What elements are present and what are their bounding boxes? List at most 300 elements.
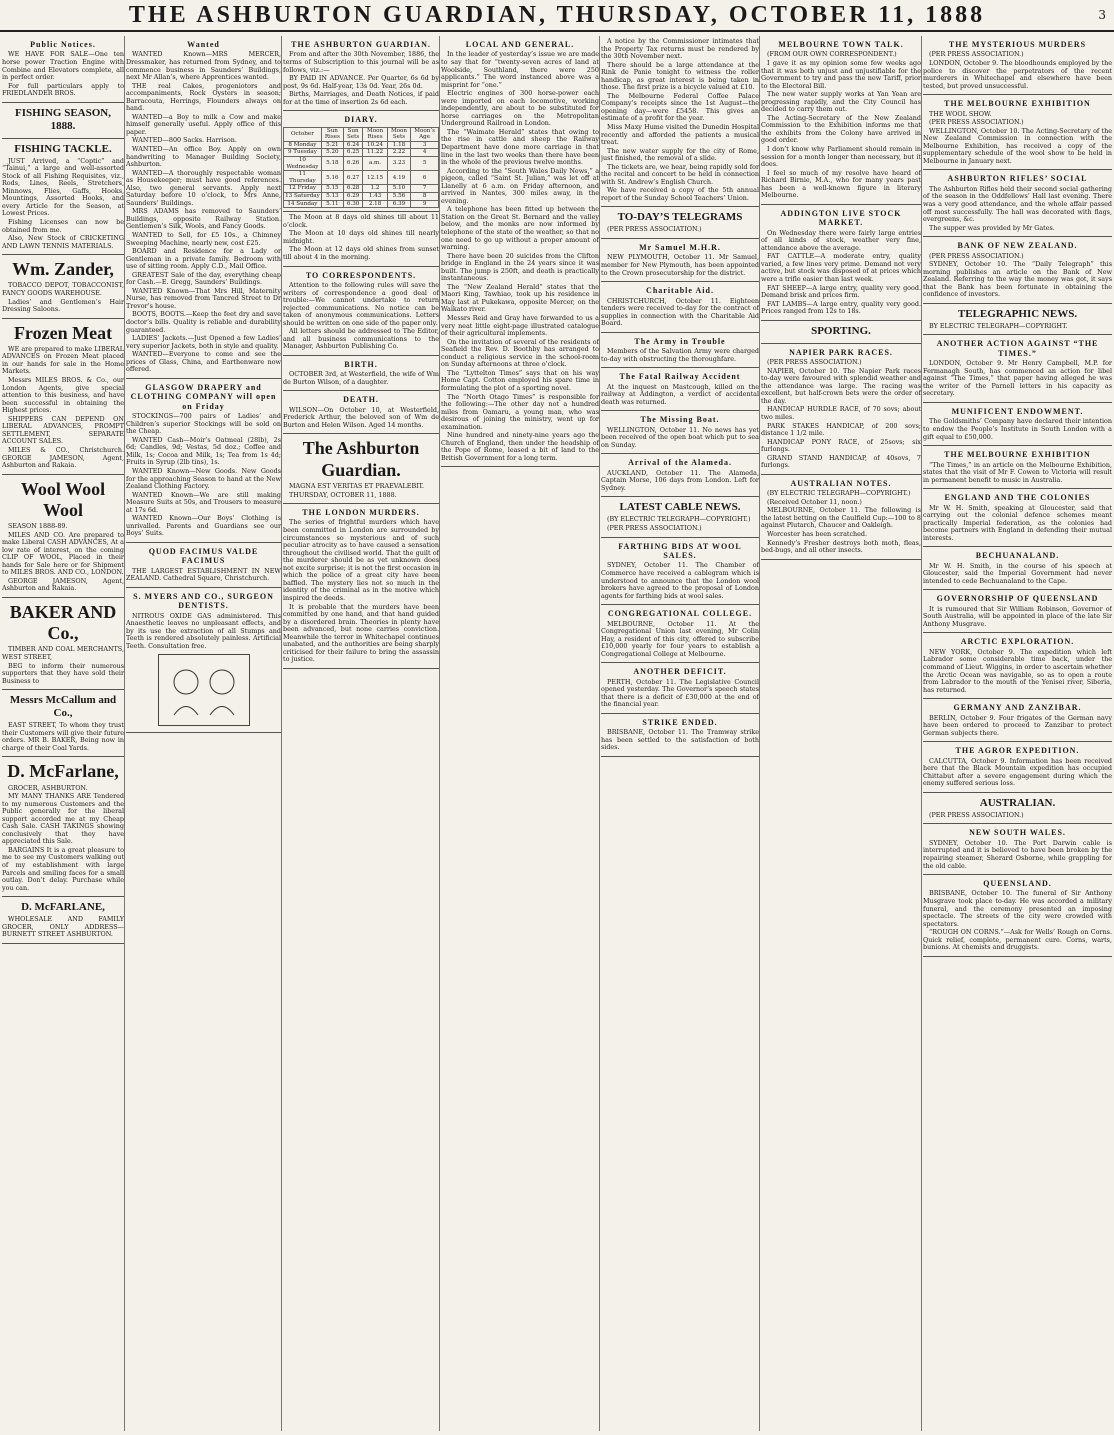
section-heading: AUSTRALIAN. — [979, 796, 1056, 809]
article-section — [923, 304, 1112, 336]
article-paragraph: Messrs Reid and Gray have forwarded to us a very neat little eight-page illustrated catalogue of their agricultural implements. — [441, 314, 599, 338]
article-section — [923, 699, 1112, 742]
diary-cell: 14 Sunday — [284, 200, 322, 208]
diary-cell: 1.18 — [387, 141, 411, 149]
article-paragraph: Members of the Salvation Army were charged to-day with obstructing the thoroughfare. — [601, 347, 759, 363]
article-paragraph: From and after the 30th November, 1886, the terms of Subscription to this journal will be as follows, viz.:— — [283, 50, 439, 74]
article-section — [601, 538, 759, 606]
diary-cell: 8 — [411, 193, 439, 201]
section-heading: GLASGOW DRAPERY and CLOTHING COMPANY will open on Friday — [130, 382, 277, 411]
column-local-and-general — [441, 36, 600, 1431]
article-section — [601, 605, 759, 663]
article-paragraph: (FROM OUR OWN CORRESPONDENT.) — [767, 50, 897, 59]
newspaper-title: THE ASHBURTON GUARDIAN, THURSDAY, OCTOBER 11, 1888 — [128, 2, 986, 28]
article-paragraph: WANTED—Everyone to come and see the prices of Glass, China, and Earthenware now offered. — [126, 350, 281, 374]
article-paragraph: (PER PRESS ASSOCIATION.) — [929, 251, 1024, 260]
article-paragraph: The Melbourne Federal Coffee Palace Company’s receipts since the 1st August—the opening day—were £5458. This gives an estimate of a profit for the year. — [601, 91, 759, 123]
diary-cell: 2.22 — [387, 149, 411, 157]
article-section — [283, 434, 439, 504]
page-number: 3 — [1098, 8, 1106, 22]
article-paragraph: WANTED—a Boy to milk a Cow and make himself generally useful. Apply office of this paper. — [126, 112, 281, 136]
article-section — [923, 875, 1112, 957]
diary-table — [283, 127, 439, 209]
article-paragraph: Mr W. H. Smith, in the course of his speech at Gloucester, said the Imperial Government had never intended to cede Bechuanaland to the Cape. — [923, 561, 1112, 585]
section-heading: Frozen Meat — [13, 322, 113, 343]
article-section — [923, 590, 1112, 633]
diary-cell: 9 — [411, 200, 439, 208]
masthead — [0, 0, 1114, 32]
article-paragraph: GEORGE JAMESON, Agent, Ashburton and Rakaia. — [2, 576, 124, 593]
section-heading: FARTHING BIDS AT WOOL SALES. — [618, 541, 742, 560]
section-heading: MELBOURNE TOWN TALK. — [778, 40, 904, 49]
article-paragraph: WANTED Known—New Goods. New Goods for the approaching Season to hand at the New Zealand Clothing Factory. — [126, 467, 281, 491]
article-paragraph: MRS ADAMS has removed to Saunders’ Buildings, opposite Railway Station. Gentlemen’s Silk, Wools, and Fancy Goods. — [126, 207, 281, 231]
article-section — [283, 504, 439, 669]
article-paragraph: NITROUS OXIDE GAS administered. This Anaesthetic leaves no unpleasant effects, and by its use the extraction of all Stumps and Teeth is rendered absolutely painless. Artificial Teeth. Consultation free. — [126, 611, 281, 650]
article-paragraph: TOBACCO DEPOT, TOBACCONIST, FANCY GOODS WAREHOUSE. — [2, 281, 124, 297]
article-paragraph: On Wednesday there were fairly large entries of all kinds of stock, weather very fine, attendance above the average. — [761, 228, 921, 252]
section-heading: NAPIER PARK RACES. — [789, 347, 893, 357]
diary-cell: 6.28 — [343, 185, 362, 193]
article-paragraph: The “New Zealand Herald” states that the Maori King, Tawhiao, took up his residence in May last at Pukekawa, opposite Mercer, on the Waikato river. — [441, 282, 599, 314]
article-section — [601, 207, 759, 239]
article-paragraph: MY MANY THANKS ARE Tendered to my numerous Customers and the Public generally for the liberal support accorded me at my Cheap Cash Sale. CASH TAKINGS showing conclusively that they have appreciated this Sale. — [2, 792, 124, 846]
article-paragraph: “ROUGH ON CORNS.”—Ask for Wells’ Rough on Corns. Quick relief, complete, permanent cure. Corns, warts, bunions. At chemists and druggists. — [923, 928, 1112, 952]
section-heading: Wool Wool Wool — [20, 478, 106, 520]
article-paragraph: The Ashburton Rifles held their second social gathering of the season in the Oddfellows’ Hall last evening. There was a very good attendance, and the whole affair passed off most successfully. The hall was decorated with flags, evergreens, &c. — [923, 184, 1112, 224]
article-paragraph: The new water supply works at Yan Yean are progressing rapidly, and the City Council has decided to carry them out. — [761, 90, 921, 114]
article-paragraph: PARK STAKES HANDICAP, of 200 sovs; distance 1 1/2 mile. — [761, 421, 921, 438]
article-section — [923, 446, 1112, 489]
diary-cell: 5.21 — [321, 141, 343, 149]
diary-cell: 5.18 — [321, 157, 343, 171]
article-paragraph: The “Lyttelton Times” says that on his way Home Capt. Cotton employed his spare time in formulating the plot of a sporting novel. — [441, 368, 599, 392]
article-paragraph: SYDNEY, October 10. The “Daily Telegraph” this morning publishes an article on the Bank of New Zealand. Referring to the way the money was got, it says that the Bank has been fortunate in obtaining the confidence of investors. — [923, 260, 1112, 299]
section-heading: The Fatal Railway Accident — [619, 372, 741, 382]
article-paragraph: On the invitation of several of the residents of Seafield the Rev. D. Boothby has arranged to conduct a religious service in the school-room on Sunday afternoons at three o’clock. — [441, 337, 599, 369]
article-paragraph: According to the “South Wales Daily News,” a pigeon, called “Saint St. Julian,” was let off at Llanelly at 6 a.m. on Friday afternoon, and arrived in Nantes, 300 miles away, in the evening. — [441, 166, 599, 205]
section-heading: NEW SOUTH WALES. — [969, 828, 1066, 838]
section-heading: DIARY. — [344, 115, 378, 125]
section-heading: TO CORRESPONDENTS. — [305, 270, 417, 280]
diary-cell: 10 Wednesday — [284, 157, 322, 171]
article-section — [283, 212, 439, 266]
article-paragraph: The Goldsmiths’ Company have declared their intention to endow the People’s Institute in South London with a gift equal to £50,000. — [923, 417, 1112, 441]
diary-cell: 6.24 — [343, 141, 362, 149]
article-section — [761, 321, 921, 344]
article-paragraph: NAPIER, October 10. The Napier Park races to-day were favoured with splendid weather and the attendance was large. The racing was excellent, but half-crown bets were the order of the day. — [761, 366, 921, 405]
article-paragraph: MAGNA EST VERITAS ET PRAEVALEBIT. — [289, 481, 425, 490]
article-paragraph: Messrs MILES BROS. & Co., our London Agents, give special attention to this business, and have been successful in obtaining the Highest prices. — [2, 376, 124, 415]
article-paragraph: BERLIN, October 9. Four frigates of the German navy have been ordered to proceed to Zanzibar to protect German subjects there. — [923, 713, 1112, 737]
article-paragraph: THE real Cakes, progeniotors and accompaniments, Rock Oysters in season; Barracouta, Herrings, Flounders always on hand. — [126, 81, 281, 113]
diary-cell: 6.26 — [343, 157, 362, 171]
section-heading: THE MELBOURNE EXHIBITION — [944, 99, 1091, 109]
section-heading: The Army in Trouble — [634, 336, 726, 346]
article-paragraph: It is probable that the murders have been committed by one hand, and that hand guided by a disordered brain. Theories in plenty have been advanced, but none carries conviction. Meanwhile the terror in Whitechapel continues unabated, and the authorities are being sharply criticised for their failure to bring the assassin to justice. — [283, 602, 439, 664]
article-section — [126, 543, 281, 588]
section-heading: THE MYSTERIOUS MURDERS — [948, 40, 1087, 49]
article-paragraph: WANTED Known—Our Boys’ Clothing is unrivalled. Parents and Guardians see our Boys’ Suits. — [126, 514, 281, 538]
article-paragraph: WILSON—On October 10, at Westerfield, Frederick Arthur, the beloved son of Wm de Burton and Helen Wilson. Aged 14 months. — [283, 405, 439, 429]
article-paragraph: SEASON 1888-89. — [8, 522, 68, 531]
article-paragraph: BRISBANE, October 10. The funeral of Sir Anthony Musgrave took place to-day. He was accorded a military funeral, and the ceremony presented an imposing spectacle. The streets of the city were crowded with spectators. — [923, 889, 1112, 928]
article-paragraph: We have received a copy of the 5th annual report of the Sunday School Teachers’ Union. — [601, 186, 759, 202]
article-paragraph: (BY ELECTRIC TELEGRAPH—COPYRIGHT.) — [607, 515, 751, 524]
article-paragraph: (PER PRESS ASSOCIATION.) — [929, 50, 1024, 59]
section-heading: QUEENSLAND. — [983, 879, 1052, 889]
diary-header-cell: Moon Rises — [363, 127, 387, 141]
article-section — [2, 757, 124, 897]
article-section — [283, 267, 439, 356]
section-heading: SPORTING. — [811, 324, 871, 337]
section-heading: FISHING SEASON, 1888. — [15, 106, 111, 132]
diary-row — [284, 193, 439, 201]
article-paragraph: A telephone has been fitted up between the Station on the Great St. Bernard and the valley below, and the monks are now informed by telephone of the state of the weather, so that no one need to go up without a proper amount of warning. — [441, 205, 599, 252]
section-heading: S. MYERS AND CO., SURGEON DENTISTS. — [133, 591, 274, 611]
article-paragraph: I feel so much of my resolve have heard of Richard Birnie, M.A., who for many years past has been a well-known figure in literary Melbourne. — [761, 168, 921, 200]
diary-cell: 6.29 — [343, 193, 362, 201]
article-section — [2, 36, 124, 103]
article-paragraph: WANTED Known—We are still making Measure Suits at 50s, and Trousers to measure at 17s 6d. — [126, 490, 281, 514]
column-cable-news — [923, 36, 1112, 1431]
article-paragraph: MILES AND CO. Are prepared to make Liberal CASH ADVANCES, At a low rate of interest, on the coming CLIP OF WOOL, Placed in their hands for Sale here or for Shipment to MILES BROS. AND CO., LONDON. — [2, 530, 124, 577]
diary-cell: 5.11 — [321, 200, 343, 208]
article-paragraph: Nine hundred and ninety-nine years ago the Church of England, then under the headship of the Pope of Rome, leased a bit of land to the British Government for a long term. — [441, 431, 599, 462]
article-section — [923, 170, 1112, 237]
section-heading: Arrival of the Alameda. — [628, 458, 732, 468]
diary-cell: 12.15 — [363, 171, 387, 185]
article-paragraph: GREATEST Sale of the day, everything cheap for Cash.—E. Gregg, Saunders’ Buildings. — [126, 270, 281, 287]
article-section — [923, 547, 1112, 590]
diary-row — [284, 149, 439, 157]
article-paragraph: OCTOBER 3rd, at Westerfield, the wife of Wm de Burton Wilson, of a daughter. — [283, 370, 439, 386]
article-section — [2, 690, 124, 757]
article-section — [2, 139, 124, 256]
diary-cell: 12 Friday — [284, 185, 322, 193]
dentist-illustration-icon — [158, 654, 250, 726]
article-section — [923, 824, 1112, 875]
section-heading: Mr Samuel M.H.R. — [639, 243, 721, 252]
article-section — [923, 403, 1112, 446]
diary-cell: 1.43 — [363, 193, 387, 201]
article-paragraph: JUST Arrived, a “Coptic” and “Tainui,” a large and well-assorted Stock of all Fishing Requisites, viz., Rods, Lines, Reels, Stretchers, Minnows, Flies, Gaffs, Hooks, Mountings, Assorted Hooks, and every Article for the Season, at Lowest Prices. — [2, 156, 124, 218]
article-paragraph: LADIES’ Jackets.—Just Opened a few Ladies’ very superior Jackets, both in style and quality. — [126, 334, 281, 350]
article-section — [923, 633, 1112, 699]
article-section — [283, 36, 439, 111]
article-section — [923, 335, 1112, 403]
article-paragraph: FAT SHEEP—A large entry, quality very good. Demand brisk and prices firm. — [761, 283, 921, 300]
diary-cell: 6.30 — [343, 200, 362, 208]
article-paragraph: MELBOURNE, October 11. The following is the latest betting on the Caulfield Cup:—100 to 8 against Plutarch, Chaucer and Oakleigh. — [761, 506, 921, 530]
article-paragraph: AUCKLAND, October 11. The Alameda, Captain Morse, 106 days from London. Left for Sydney. — [601, 468, 759, 492]
article-paragraph: WE are prepared to make LIBERAL ADVANCES on Frozen Meat placed in our hands for sale in the Home Markets. — [2, 344, 124, 376]
section-heading: CONGREGATIONAL COLLEGE. — [607, 609, 753, 619]
article-paragraph: BARGAINS It is a great pleasure to me to see my Customers walking out of my establishment with large Parcels and smiling faces for a small outlay. Don’t delay. Purchase while you can. — [2, 845, 124, 892]
section-heading: BAKER AND Co., — [9, 601, 117, 644]
column-guardian-notices — [283, 36, 440, 1431]
article-paragraph: Electric engines of 300 horse-power each were imported on each locomotive, working independently, are about to be substituted for horse carriages on the Metropolitan Underground Railroad in London. — [441, 89, 599, 128]
section-heading: BECHUANALAND. — [975, 551, 1060, 561]
diary-cell: 5.56 — [387, 193, 411, 201]
article-paragraph: The supper was provided by Mr Gates. — [929, 223, 1055, 232]
article-paragraph: WANTED to Sell, for £5 10s., a Chimney Sweeping Machine, nearly new, cost £25. — [126, 231, 281, 247]
article-paragraph: The “North Otago Times” is responsible for the following:—The other day not a hundred miles from Oamaru, a young man, who was desirous of joining the ministry, went up for examination. — [441, 392, 599, 431]
article-paragraph: STOCKINGS—700 pairs of Ladies’ and Children’s superior Stockings will be sold on the Cheap. — [126, 412, 281, 436]
column-melbourne-town-talk — [761, 36, 922, 1431]
section-heading: GERMANY AND ZANZIBAR. — [953, 703, 1082, 713]
article-paragraph: WE HAVE FOR SALE—One ten horse power Traction Engine with Combine and Elevators complete, all in perfect order. — [2, 50, 124, 82]
article-section — [2, 255, 124, 318]
article-section — [601, 368, 759, 411]
article-section — [761, 475, 921, 560]
article-paragraph: Kennedy’s Fresher destroys both moth, fleas, bed-bugs, and all other insects. — [761, 538, 921, 555]
article-paragraph: HANDICAP HURDLE RACE, of 70 sovs; about two miles. — [761, 405, 921, 421]
section-heading: LOCAL AND GENERAL. — [465, 40, 575, 49]
diary-cell: 3 — [411, 141, 439, 149]
article-paragraph: (PER PRESS ASSOCIATION.) — [767, 358, 862, 367]
article-paragraph: Mr W. H. Smith, speaking at Gloucester, said that carrying out the colonial defence schemes meant practically Imperial federation, as the colonies had become partners with England in defending their mutual interests. — [923, 503, 1112, 542]
article-section — [761, 205, 921, 321]
article-paragraph: In the leader of yesterday’s issue we are made to say that for “twenty-seven acres of land at Woolside, Southland, there were 250 applicants.” The word instanced above was a misprint for “one.” — [441, 50, 599, 89]
article-paragraph: FAT CATTLE—A moderate entry, quality varied, a few lines very prime. Demand not very active, but stock was disposed of at prices which were a trifle easier than last week. — [761, 252, 921, 283]
article-paragraph: THE LARGEST ESTABLISHMENT IN NEW ZEALAND. Cathedral Square, Christchurch. — [126, 566, 281, 583]
article-paragraph: The Acting-Secretary of the New Zealand Commission to the Exhibition informs me that the exhibits from the Colony have arrived in good order. — [761, 113, 921, 145]
section-heading: AUSTRALIAN NOTES. — [790, 478, 892, 488]
article-section — [761, 344, 921, 475]
diary-header-cell: Moon Sets — [387, 127, 411, 141]
article-section — [2, 103, 124, 139]
article-section — [126, 36, 281, 379]
column-advertisements — [2, 36, 125, 1431]
article-paragraph: Miss Maxy Hume visited the Dunedin Hospital recently and afforded the patients a musical treat. — [601, 123, 759, 147]
diary-cell: 6 — [411, 171, 439, 185]
section-heading: D. McFARLANE, — [21, 901, 105, 914]
section-heading: QUOD FACIMUS VALDE FACIMUS — [148, 546, 259, 566]
article-paragraph: GROCER, ASHBURTON. — [8, 783, 88, 792]
article-paragraph: Ladies’ and Gentlemen’s Hair Dressing Saloons. — [2, 297, 124, 314]
diary-cell: 7 — [411, 185, 439, 193]
section-heading: Wanted — [187, 40, 220, 49]
section-heading: BANK OF NEW ZEALAND. — [957, 241, 1078, 251]
diary-cell: 10.24 — [363, 141, 387, 149]
article-paragraph: WHOLESALE AND FAMILY GROCER, ONLY ADDRESS— BURNETT STREET ASHBURTON. — [2, 915, 124, 939]
article-section — [601, 239, 759, 282]
section-heading: ARCTIC EXPLORATION. — [960, 637, 1075, 647]
diary-cell: 11 Thursday — [284, 171, 322, 185]
article-paragraph: SYDNEY, October 10. The Port Darwin cable is interrupted and it is believed to have been broken by the repairing steamer, Sherard Osborne, while grappling for the old cable. — [923, 838, 1112, 870]
section-heading: Wm. Zander, — [12, 259, 114, 280]
section-heading: GOVERNORSHIP OF QUEENSLAND — [936, 594, 1099, 604]
article-paragraph: WELLINGTON, October 10. The Acting-Secretary of the New Zealand Commission in connection with the Melbourne Exhibition, has received a copy of the supplementary schedule of the wool show to be held in Melbourne in January next. — [923, 126, 1112, 165]
article-section — [2, 598, 124, 690]
section-heading: THE MELBOURNE EXHIBITION — [944, 450, 1091, 460]
article-paragraph: It is rumoured that Sir William Robinson, Governor of South Australia, will be appointed in place of the late Sir Anthony Musgrave. — [923, 604, 1112, 628]
article-section — [283, 391, 439, 434]
diary-header-cell: Sun Sets — [343, 127, 362, 141]
section-heading: ENGLAND AND THE COLONIES — [944, 493, 1091, 503]
article-paragraph: SYDNEY, October 11. The Chamber of Commerce have received a cablegram which is understood to announce that the London wool brokers have agreed to the proposal of London agents for farthing bids at wool sales. — [601, 561, 759, 600]
article-section — [441, 36, 599, 467]
article-section — [601, 497, 759, 537]
article-section — [761, 36, 921, 205]
article-paragraph: Also, New Stock of CRICKETING AND LAWN TENNIS MATERIALS. — [2, 234, 124, 250]
diary-row — [284, 200, 439, 208]
section-heading: THE LONDON MURDERS. — [302, 508, 420, 518]
article-paragraph: BEG to inform their numerous supporters that they have sold their Business to — [2, 661, 124, 685]
article-paragraph: Worcester has been scratched. — [767, 529, 868, 538]
article-paragraph: The “Waimate Herald” states that owing to the rise in cattle and sheep the Railway Department have done more carriage in that line in the last two weeks than there have been in the whole of the previous twelve months. — [441, 127, 599, 167]
diary-cell: 6.27 — [343, 171, 362, 185]
article-paragraph: THURSDAY, OCTOBER 11, 1888. — [289, 490, 397, 499]
diary-cell: 4 — [411, 149, 439, 157]
article-section — [2, 319, 124, 475]
article-section — [283, 111, 439, 212]
diary-cell: 11.22 — [363, 149, 387, 157]
article-section — [126, 588, 281, 733]
diary-cell: 9 Tuesday — [284, 149, 322, 157]
section-heading: STRIKE ENDED. — [642, 717, 718, 727]
section-heading: ANOTHER DEFICIT. — [633, 667, 727, 677]
column-wanted — [126, 36, 282, 1431]
section-heading: BIRTH. — [344, 359, 378, 369]
article-paragraph: TIMBER AND COAL MERCHANTS, WEST STREET, — [2, 645, 124, 661]
diary-cell: a.m. — [363, 157, 387, 171]
article-section — [923, 95, 1112, 170]
article-section — [601, 663, 759, 714]
article-section — [2, 897, 124, 944]
section-heading: Charitable Aid. — [646, 286, 714, 296]
article-section — [923, 793, 1112, 825]
section-heading: ASHBURTON RIFLES’ SOCIAL — [947, 174, 1088, 184]
article-paragraph: GRAND STAND HANDICAP, of 40sovs, 7 furlongs. — [761, 453, 921, 470]
diary-cell: 6.39 — [387, 200, 411, 208]
article-paragraph: There have been 20 suicides from the Clifton bridge in England in the 24 years since it was built. The jump is 250ft, and death is practically instantaneous. — [441, 251, 599, 283]
article-paragraph: A notice by the Commissioner intimates that the Property Tax returns must be rendered by the 30th November next. — [601, 37, 759, 61]
article-paragraph: All letters should be addressed to The Editor, and all business communications to the Manager, Ashburton Publishing Co. — [283, 327, 439, 351]
article-paragraph: WANTED Cash—Moir’s Oatmeal (28lb), 2s 6d; Candles, 9d; Vestas, 5d doz.; Coffee and Milk, 1s; Cocoa and Milk, 1s; Tea from 1s 4d; Fruits in Syrup (2lb tins), 1s. — [126, 435, 281, 467]
article-paragraph: BY ELECTRIC TELEGRAPH—COPYRIGHT. — [929, 321, 1068, 330]
article-paragraph: BY PAID IN ADVANCE. Per Quarter, 6s 6d by post, 9s 6d. Half-year, 13s 0d. Year, 26s 0d. — [283, 74, 439, 90]
article-paragraph: WANTED—An office Boy. Apply on own handwriting to Manager Building Society, Ashburton. — [126, 145, 281, 169]
diary-cell: 6.25 — [343, 149, 362, 157]
article-section — [283, 356, 439, 392]
article-section — [923, 742, 1112, 793]
section-heading: ANOTHER ACTION AGAINST “THE TIMES.” — [936, 339, 1099, 358]
article-paragraph: “The Times,” in an article on the Melbourne Exhibition, states that the visit of Mr F. Cowen to Victoria will result in permanent benefit to music in Australia. — [923, 460, 1112, 484]
diary-cell: 13 Saturday — [285, 193, 320, 200]
diary-cell: 2.18 — [363, 200, 387, 208]
column-telegrams — [601, 36, 760, 1431]
article-paragraph: Fishing Licenses can now be obtained from me. — [2, 218, 124, 234]
article-paragraph: (BY ELECTRIC TELEGRAPH—COPYRIGHT.) — [767, 489, 911, 498]
section-heading: THE AGROR EXPEDITION. — [955, 746, 1080, 756]
section-heading: TELEGRAPHIC NEWS. — [957, 307, 1078, 320]
article-paragraph: Attention to the following rules will save the writers of correspondence a good deal of trouble:—We cannot undertake to return rejected communications. No notice can be taken of anonymous communications. Letters should be written on one side of the paper only. — [283, 280, 439, 327]
article-section — [601, 36, 759, 207]
article-paragraph: The Moon at 10 days old shines till nearly midnight. — [283, 229, 439, 245]
diary-row — [284, 171, 439, 185]
article-paragraph: BOOTS, BOOTS.—Keep the feet dry and save doctor’s bills. Quality is reliable and durability guaranteed. — [126, 310, 281, 334]
article-paragraph: The Moon at 8 days old shines till about 11 o’clock. — [283, 213, 439, 229]
article-paragraph: SHIPPERS CAN DEPEND ON LIBERAL ADVANCES, PROMPT SETTLEMENT, SEPARATE ACCOUNT SALES. — [2, 414, 124, 446]
article-paragraph: The new water supply for the city of Rome, just finished, the removal of a slide. — [601, 146, 759, 163]
article-paragraph: The series of frightful murders which have been committed in London are surrounded by circumstances so mysterious and of such peculiar atrocity as to have caused a sensation throughout the civilised world. That the guilt of the murderer should be as yet unknown does not excite surprise; it is not the first occasion in which the police of a great city have been baffled. The mystery lies not so much in the identity of the criminal as in the motive which inspired the deeds. — [283, 518, 439, 602]
article-paragraph: BRISBANE, October 11. The Tramway strike has been settled to the satisfaction of both sides. — [601, 728, 759, 752]
article-paragraph: LONDON, October 9. The bloodhounds employed by the police to discover the perpetrators of the recent murderers in Whitechapel and elsewhere have been tested, but proved unsuccessful. — [923, 58, 1112, 90]
article-section — [601, 333, 759, 369]
article-paragraph: THE WOOL SHOW. — [929, 109, 992, 118]
section-heading: The Missing Boat. — [640, 415, 720, 425]
article-paragraph: I gave it as my opinion some few weeks ago that it was both unjust and unjustifiable for the Government to try and pass the new Tariff, prior to the Electoral Bill. — [761, 58, 921, 90]
article-paragraph: (Received October 11, noon.) — [767, 497, 862, 506]
article-paragraph: WANTED—800 Sacks. Harrison. — [132, 136, 237, 145]
diary-cell: 5.15 — [321, 185, 343, 193]
article-paragraph: HANDICAP PONY RACE, of 25sovs; six furlongs. — [761, 437, 921, 454]
section-heading: DEATH. — [343, 395, 379, 405]
article-paragraph: (PER PRESS ASSOCIATION.) — [607, 523, 702, 532]
article-paragraph: PERTH, October 11. The Legislative Council opened yesterday. The Governor’s speech states that there is a deficit of £30,000 at the end of the financial year. — [601, 677, 759, 709]
article-section — [601, 454, 759, 497]
section-heading: LATEST CABLE NEWS. — [619, 501, 741, 514]
diary-header-cell: Sun Rises — [321, 127, 343, 141]
section-heading: THE ASHBURTON GUARDIAN. — [291, 40, 431, 49]
diary-cell: 5.13 — [321, 193, 343, 201]
article-paragraph: WANTED Known—That Mrs Hill, Maternity Nurse, has removed from Tancred Street to Dr Trevor’s house. — [126, 286, 281, 310]
diary-cell: 4.19 — [387, 171, 411, 185]
section-heading: Public Notices. — [30, 40, 96, 49]
section-heading: Messrs McCallum and Co., — [9, 694, 117, 720]
article-paragraph: NEW PLYMOUTH, October 11. Mr Samuel, member for New Plymouth, has been appointed to the Crown prosecutorship for the district. — [601, 253, 759, 277]
article-section — [601, 282, 759, 333]
article-paragraph: The tickets are, we hear, being rapidly sold for the recital and concert to be held in connection with St. Andrew’s English Church. — [601, 162, 759, 186]
section-heading: MUNIFICENT ENDOWMENT. — [951, 407, 1084, 416]
diary-cell: 8 Monday — [284, 141, 322, 149]
article-paragraph: WANTED—A thoroughly respectable woman as Housekeeper; must have good references. Also, two general servants. Apply next Saturday before 10 o’clock, to Mrs Anne, Saunders’ Buildings. — [126, 168, 281, 207]
section-heading: The Ashburton Guardian. — [302, 438, 420, 480]
article-paragraph: I don’t know why Parliament should remain in session for a month longer than necessary, but it does. — [761, 145, 921, 169]
diary-cell: 5 — [411, 157, 439, 171]
diary-cell: 1.2 — [363, 185, 387, 193]
article-paragraph: MILES & CO., Christchurch. GEORGE JAMESON, Agent, Ashburton and Rakaia. — [2, 445, 124, 470]
article-paragraph: There should be a large attendance at the Rink de Panie tonight to witness the roller handicap, as great interest is being taken in those. The first prize is a bicycle valued at £10. — [601, 60, 759, 92]
article-paragraph: FAT LAMBS—A large entry, quality very good. Prices ranged from 12s to 18s. — [761, 299, 921, 316]
article-section — [2, 475, 124, 598]
section-heading: FISHING TACKLE. — [14, 142, 112, 155]
article-paragraph: WELLINGTON, October 11. No news has yet been received of the open boat which put to sea on Sunday. — [601, 425, 759, 449]
article-section — [923, 489, 1112, 547]
article-section — [923, 237, 1112, 304]
article-paragraph: MELBOURNE, October 11. At the Congregational Union last evening, Mr Colin Hay, a resident of this city, offered to subscribe £10,000 yearly for four years to establish a Congregational College at Melbourne. — [601, 619, 759, 658]
article-paragraph: WANTED Known—MRS MERCER, Dressmaker, has returned from Sydney, and to commence business in Saunders’ Buildings, next Mr Allan’s, where Apprentices wanted. — [126, 50, 281, 82]
article-paragraph: EAST STREET, To whom they trust their Customers will give their future orders. MR B. BAKER, Being now in charge of their Coal Yards. — [2, 721, 124, 752]
article-section — [601, 714, 759, 757]
section-heading: D. McFarlane, — [7, 761, 119, 782]
article-paragraph: At the inquest on Mastcough, killed on the railway at Addington, a verdict of accidental death was returned. — [601, 382, 759, 406]
diary-cell: 3.23 — [387, 157, 411, 171]
diary-cell: 5.20 — [321, 149, 343, 157]
diary-row — [284, 157, 439, 171]
article-paragraph: For full particulars apply to FRIEDLANDER BROS. — [2, 81, 124, 98]
diary-cell: 5.16 — [321, 171, 343, 185]
article-section — [923, 36, 1112, 95]
article-section — [126, 379, 281, 543]
diary-header-cell: October — [284, 127, 322, 141]
article-paragraph: Births, Marriages, and Death Notices, if paid for at the time of insertion 2s 6d each. — [283, 90, 439, 106]
article-paragraph: BOARD and Residence for a Lady or Gentleman in a private family. Bedroom with use of sitting room. Apply C.D., Mail Office. — [126, 247, 281, 271]
article-paragraph: (PER PRESS ASSOCIATION.) — [607, 225, 702, 234]
article-paragraph: (PER PRESS ASSOCIATION.) — [929, 118, 1024, 127]
